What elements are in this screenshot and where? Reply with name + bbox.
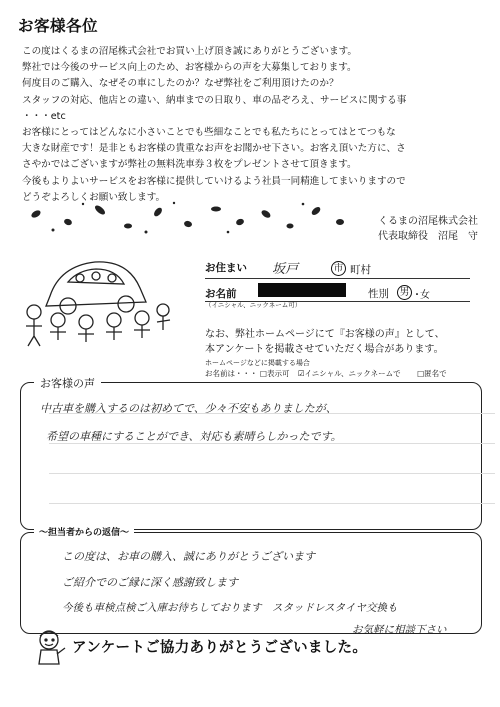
reply-line: ご紹介でのご縁に深く感謝致します [62, 576, 238, 589]
gender-label: 性別 [368, 288, 389, 300]
decorative-leaves-graphic [28, 200, 468, 240]
town-suffix: 町村 [350, 264, 371, 276]
gender-male-circled: 男 [397, 285, 412, 300]
address-underline [205, 278, 470, 279]
option-show: □表示可 [259, 369, 290, 378]
intro-line: この度はくるまの沼尾株式会社でお買い上げ頂き誠にありがとうございます。 [22, 46, 358, 57]
representative-name: 代表取締役 沼尾 守 [378, 231, 478, 242]
address-city-value: 坂戸 [272, 262, 299, 277]
intro-line: さやかではございますが弊社の無料洗車券３枚をプレゼントさせて頂きます。 [22, 159, 357, 171]
voice-line: 中古車を購入するのは初めてで、少々不安もありましたが、 [40, 402, 337, 415]
intro-line: ・・・etc [22, 110, 66, 122]
page-title: お客様各位 [18, 17, 99, 35]
mascot-illustration [30, 628, 68, 668]
reply-line: お気軽に相談下さい [352, 624, 447, 636]
option-anonymous: □匿名で [417, 369, 447, 378]
name-underline [205, 301, 470, 302]
notice-line-2: 本アンケートを掲載させていただく場合があります。 [205, 344, 444, 355]
name-row-label: お名前は・・・ [205, 369, 258, 378]
address-label: お住まい [205, 262, 247, 274]
notice-line-1: なお、弊社ホームページにて『お客様の声』として、 [205, 329, 445, 340]
notice-small-label: ホームページなどに掲載する場合 [205, 359, 310, 367]
intro-line: スタッフの対応、他店との違い、納車までの日取り、車の品ぞろえ、サービスに関する事 [22, 94, 407, 106]
car-people-illustration [20, 236, 172, 348]
intro-line: 今後もよりよいサービスをお客様に提供していけるよう社員一同精進してまいりますので [22, 175, 406, 187]
company-name: くるまの沼尾株式会社 [378, 216, 478, 227]
intro-line: 弊社では今後のサービス向上のため、お客様からの声を大募集しております。 [22, 62, 357, 74]
intro-line: 何度目のご購入、なぜその車にしたのか？なぜ弊社をご利用頂けたのか？ [22, 78, 339, 90]
intro-line: お客様にとってはどんなに小さいことでも些細なことでも私たちにとってはとてつもな [22, 127, 396, 139]
reply-line: この度は、お車の購入、誠にありがとうございます [62, 550, 315, 563]
name-sub-note: （イニシャル、ニックネーム可） [205, 301, 302, 309]
reply-line: 今後も車検点検ご入庫お待ちしております スタッドレスタイヤ交換も [62, 602, 398, 614]
name-display-options [205, 368, 447, 379]
publication-notice [205, 327, 495, 357]
customer-voice-label: お客様の声 [34, 375, 101, 391]
intro-line: 大きな財産です！是非ともお客様の貴重なお声をお聞かせ下さい。お客え頂いた方に、さ [22, 143, 406, 155]
city-suffix-circled: 市 [331, 261, 346, 276]
name-label: お名前 [205, 288, 237, 300]
intro-text [22, 44, 492, 206]
gender-female: 女 [420, 290, 430, 301]
gender-separator: ・ [412, 290, 422, 301]
thanks-message: アンケートご協力ありがとうございました。 [72, 640, 368, 656]
option-initials-checked: ☑イニシャル、ニックネームで [297, 369, 401, 378]
intro-line: どうぞよろしくお願い致します。 [22, 191, 166, 203]
staff-reply-label: ～担当者からの返信～ [34, 525, 134, 538]
voice-line: 希望の車種にすることができ、対応も素晴らしかったです。 [46, 430, 342, 443]
redacted-name-bar [258, 283, 346, 297]
